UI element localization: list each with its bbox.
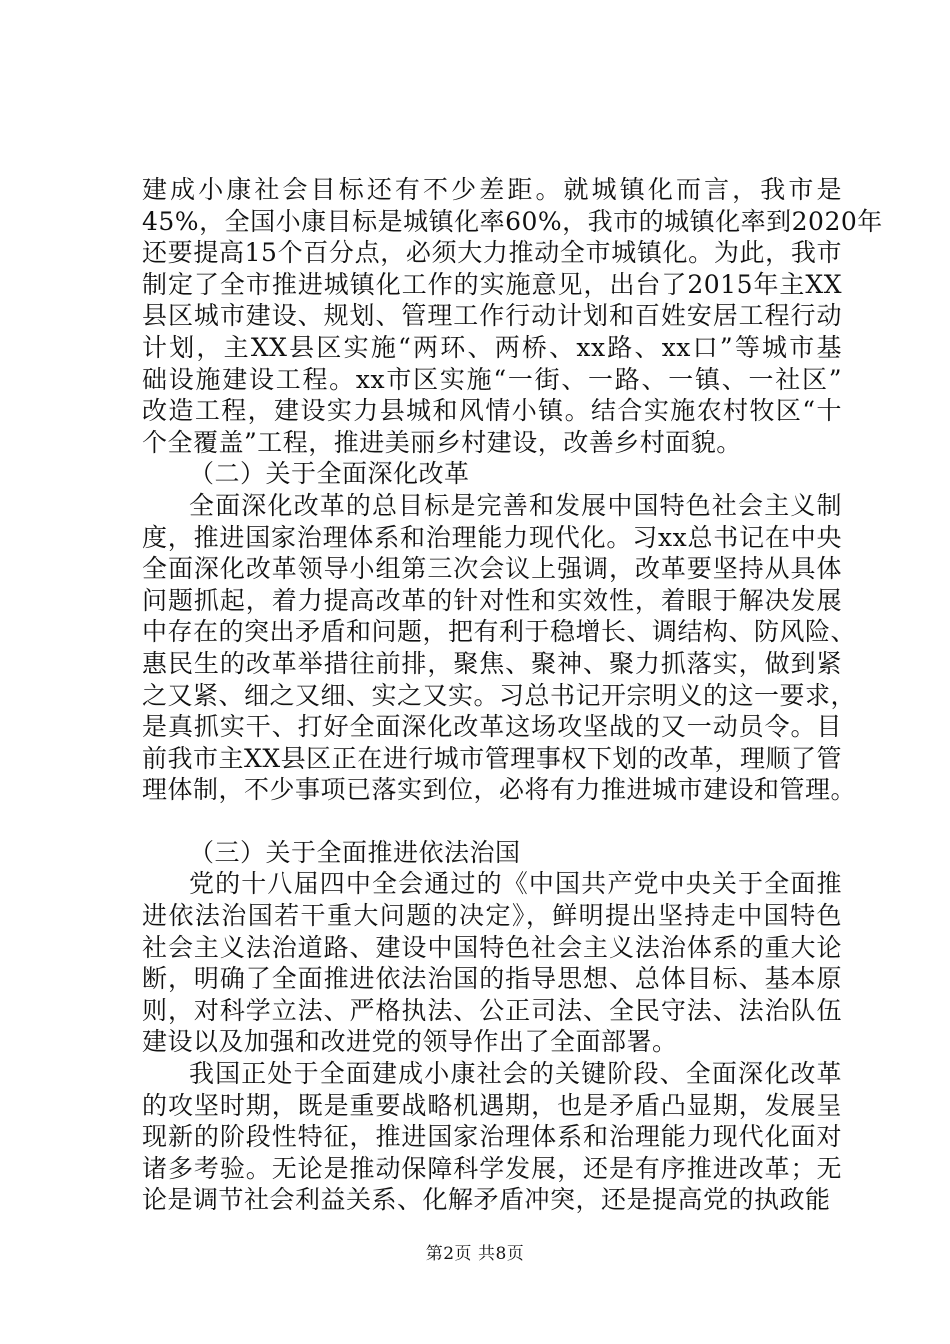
body-paragraph [142, 868, 842, 1058]
text-line: 是真抓实干、打好全面深化改革这场攻坚战的又一动员令。目 [142, 712, 842, 742]
text-line: 的攻坚时期，既是重要战略机遇期，也是矛盾凸显期，发展呈 [142, 1090, 842, 1120]
text-line: 我国正处于全面建成小康社会的关键阶段、全面深化改革 [189, 1059, 842, 1089]
text-line: 党的十八届四中全会通过的《中国共产党中央关于全面推 [189, 869, 842, 899]
text-line: 惠民生的改革举措往前排，聚焦、聚神、聚力抓落实，做到紧 [142, 648, 842, 678]
text-line: 中存在的突出矛盾和问题，把有利于稳增长、调结构、防风险、 [142, 617, 857, 647]
text-line: 础设施建设工程。xx市区实施“一街、一路、一镇、一社区” [142, 364, 842, 394]
text-line: 制定了全市推进城镇化工作的实施意见，出台了2015年主XX [142, 269, 842, 299]
paragraph-gap [142, 806, 842, 837]
text-line: 之又紧、细之又细、实之又实。习总书记开宗明义的这一要求， [142, 680, 857, 710]
body-paragraph [142, 490, 857, 806]
text-line: 前我市主XX县区正在进行城市管理事权下划的改革，理顺了管 [142, 743, 842, 773]
text-line: 断，明确了全面推进依法治国的指导思想、总体目标、基本原 [142, 964, 842, 994]
text-line: 理体制，不少事项已落实到位，必将有力推进城市建设和管理。 [142, 775, 857, 805]
text-line: 社会主义法治道路、建设中国特色社会主义法治体系的重大论 [142, 932, 842, 962]
text-line: 还要提高15个百分点，必须大力推动全市城镇化。为此，我市 [142, 238, 842, 268]
text-line: 建设以及加强和改进党的领导作出了全面部署。 [142, 1027, 678, 1057]
text-line: 计划，主XX县区实施“两环、两桥、xx路、xx口”等城市基 [142, 332, 842, 362]
text-line: 全面深化改革的总目标是完善和发展中国特色社会主义制 [189, 490, 842, 520]
document-body [142, 174, 883, 1216]
body-paragraph [142, 174, 883, 458]
text-line: 进依法治国若干重大问题的决定》，鲜明提出坚持走中国特色 [142, 901, 842, 931]
text-line: 建成小康社会目标还有不少差距。就城镇化而言，我市是 [142, 175, 842, 204]
section-heading-text: （三）关于全面推进依法治国 [189, 837, 521, 867]
page-footer: 第2页 共8页 [425, 1244, 525, 1264]
text-line: 县区城市建设、规划、管理工作行动计划和百姓安居工程行动 [142, 301, 842, 331]
text-line: 度，推进国家治理体系和治理能力现代化。习xx总书记在中央 [142, 522, 842, 552]
text-line: 全面深化改革领导小组第三次会议上强调，改革要坚持从具体 [142, 554, 842, 584]
section-heading [142, 458, 842, 490]
text-line: 论是调节社会利益关系、化解矛盾冲突，还是提高党的执政能 [142, 1185, 831, 1215]
section-heading [142, 837, 842, 869]
text-line: 改造工程，建设实力县城和风情小镇。结合实施农村牧区“十 [142, 396, 842, 426]
text-line: 现新的阶段性特征，推进国家治理体系和治理能力现代化面对 [142, 1122, 842, 1152]
text-line: 问题抓起，着力提高改革的针对性和实效性，着眼于解决发展 [142, 585, 842, 615]
text-line: 个全覆盖”工程，推进美丽乡村建设，改善乡村面貌。 [142, 427, 742, 457]
text-line: 则，对科学立法、严格执法、公正司法、全民守法、法治队伍 [142, 995, 842, 1025]
body-paragraph [142, 1058, 842, 1216]
section-heading-text: （二）关于全面深化改革 [189, 459, 470, 489]
text-line: 45%，全国小康目标是城镇化率60%，我市的城镇化率到2020年 [142, 206, 883, 236]
text-line: 诸多考验。无论是推动保障科学发展，还是有序推进改革；无 [142, 1153, 842, 1183]
